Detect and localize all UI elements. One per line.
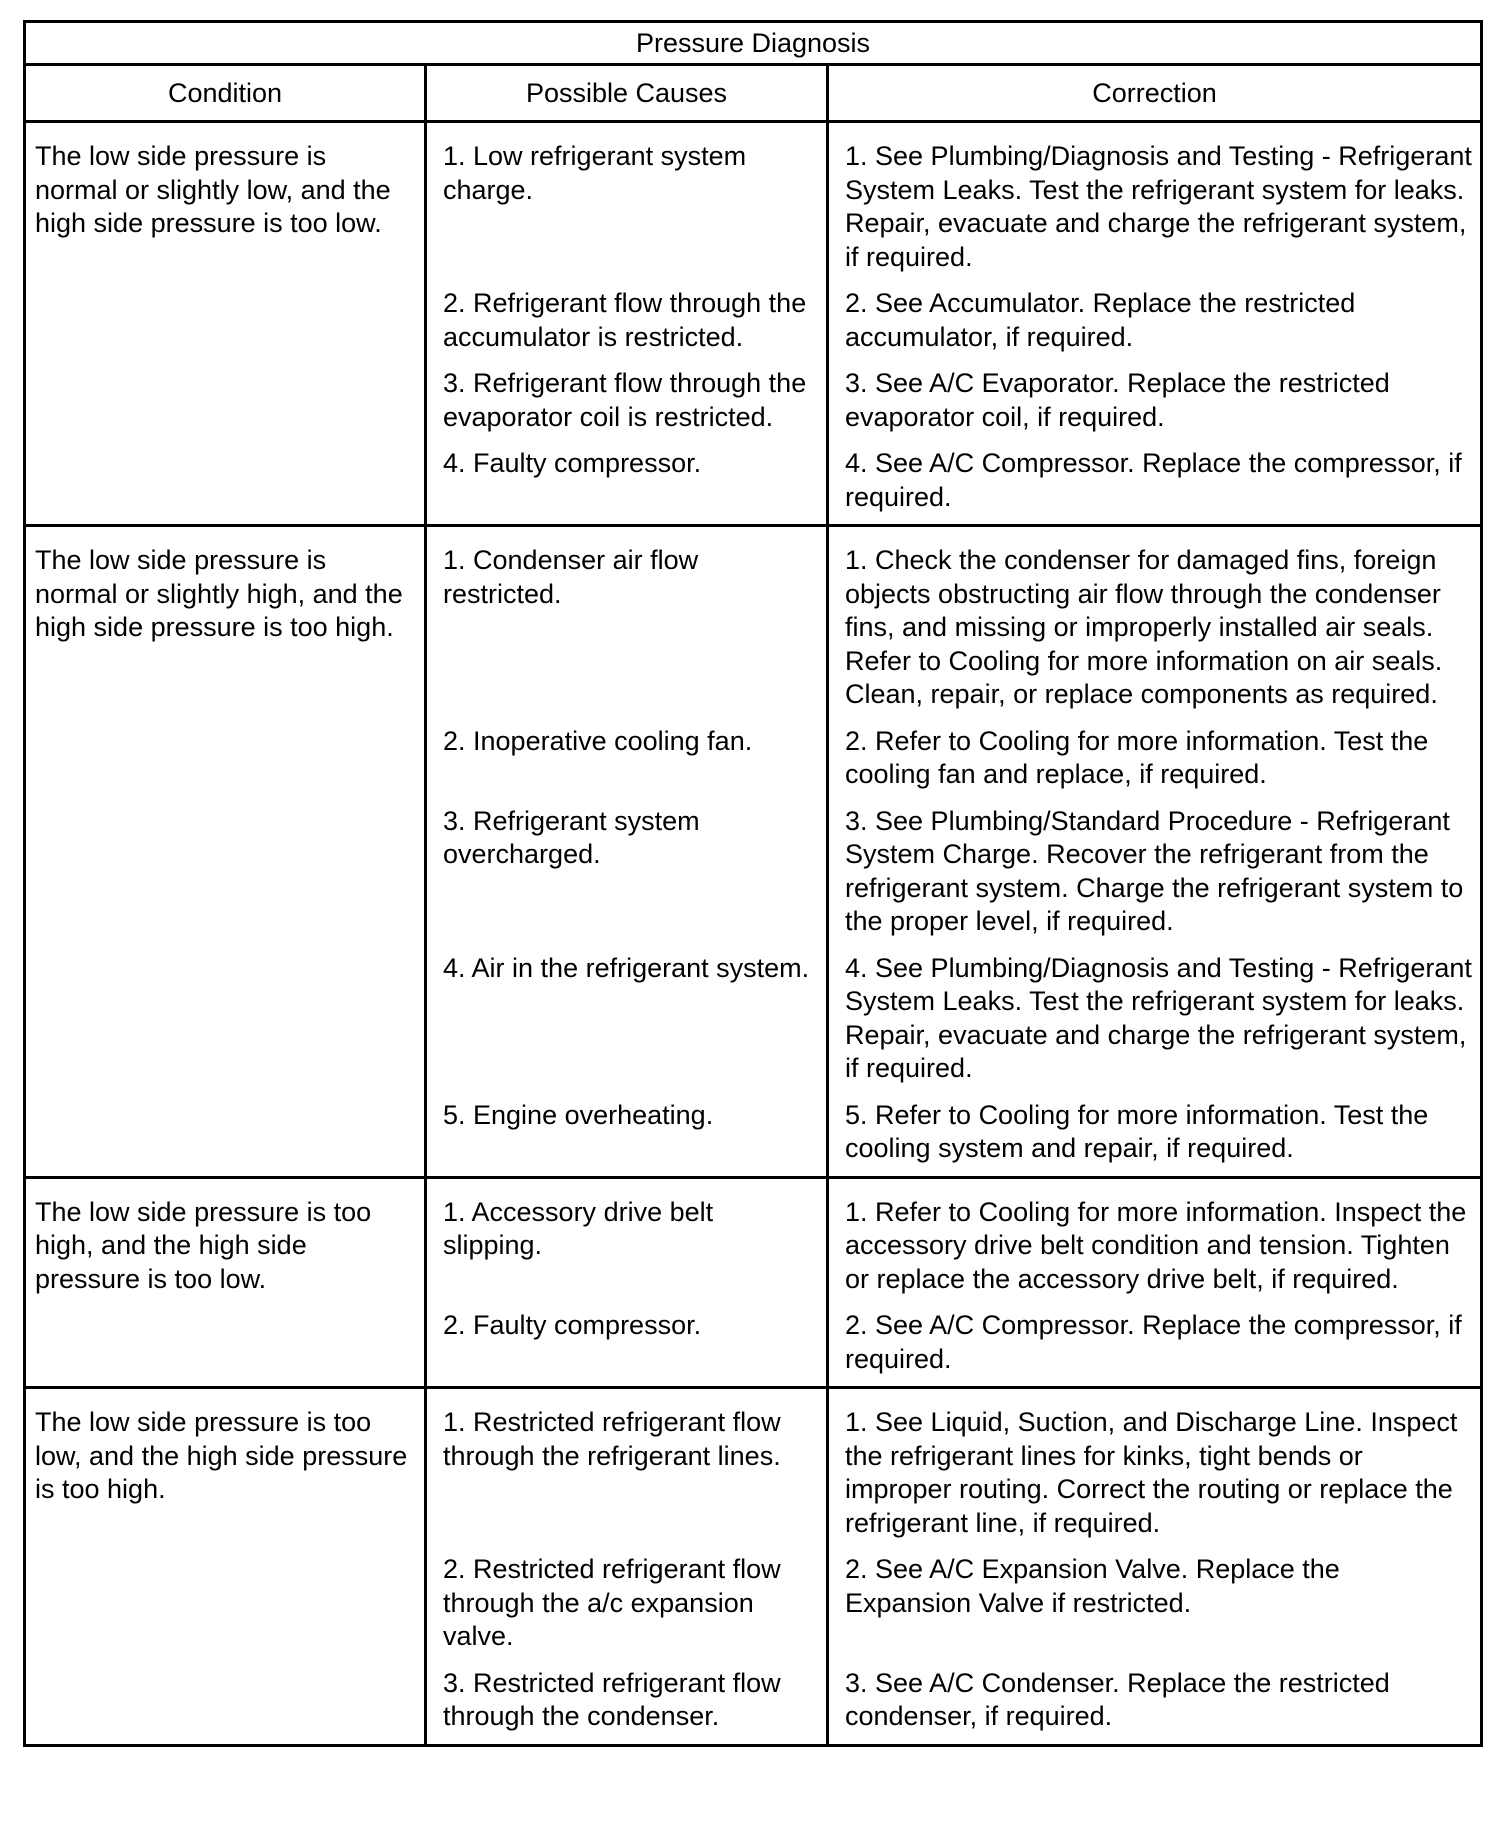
correction-cell: 3. See A/C Evaporator. Replace the restricted evaporator coil, if required. <box>828 358 1482 438</box>
table-row <box>25 1177 1482 1300</box>
pressure-diagnosis-table <box>23 20 1483 1747</box>
condition-cell: The low side pressure is too low, and the high side pressure is too high. <box>25 1388 426 1746</box>
correction-cell: 2. See A/C Expansion Valve. Replace the Expansion Valve if restricted. <box>828 1544 1482 1658</box>
table-title: Pressure Diagnosis <box>25 22 1482 65</box>
cause-cell: 1. Low refrigerant system charge. <box>426 122 828 279</box>
correction-cell: 1. See Plumbing/Diagnosis and Testing - Refrigerant System Leaks. Test the refrigerant system for leaks. Repair, evacuate and charge the refrigerant system, if required. <box>828 122 1482 279</box>
cause-cell: 2. Restricted refrigerant flow through the a/c expansion valve. <box>426 1544 828 1658</box>
correction-cell: 2. See A/C Compressor. Replace the compressor, if required. <box>828 1300 1482 1388</box>
cause-cell: 3. Refrigerant system overcharged. <box>426 796 828 943</box>
correction-cell: 1. Check the condenser for damaged fins, foreign objects obstructing air flow through the condenser fins, and missing or improperly installed air seals. Refer to Cooling for more information on air seals. Clean, repair, or replace components as required. <box>828 526 1482 716</box>
cause-cell: 4. Air in the refrigerant system. <box>426 943 828 1090</box>
header-possible-causes: Possible Causes <box>426 65 828 122</box>
cause-cell: 2. Faulty compressor. <box>426 1300 828 1388</box>
correction-cell: 4. See A/C Compressor. Replace the compressor, if required. <box>828 438 1482 526</box>
cause-cell: 1. Condenser air flow restricted. <box>426 526 828 716</box>
cause-cell: 3. Restricted refrigerant flow through the condenser. <box>426 1658 828 1746</box>
cause-cell: 3. Refrigerant flow through the evaporator coil is restricted. <box>426 358 828 438</box>
table-row <box>25 526 1482 716</box>
correction-cell: 4. See Plumbing/Diagnosis and Testing - Refrigerant System Leaks. Test the refrigerant system for leaks. Repair, evacuate and charge the refrigerant system, if required. <box>828 943 1482 1090</box>
table-row <box>25 122 1482 279</box>
cause-cell: 1. Restricted refrigerant flow through the refrigerant lines. <box>426 1388 828 1545</box>
correction-cell: 1. Refer to Cooling for more information. Inspect the accessory drive belt condition and tension. Tighten or replace the accessory drive belt, if required. <box>828 1177 1482 1300</box>
cause-cell: 5. Engine overheating. <box>426 1090 828 1178</box>
cause-cell: 1. Accessory drive belt slipping. <box>426 1177 828 1300</box>
header-correction: Correction <box>828 65 1482 122</box>
condition-cell: The low side pressure is normal or slightly low, and the high side pressure is too low. <box>25 122 426 526</box>
header-condition: Condition <box>25 65 426 122</box>
correction-cell: 1. See Liquid, Suction, and Discharge Line. Inspect the refrigerant lines for kinks, tight bends or improper routing. Correct the routing or replace the refrigerant line, if required. <box>828 1388 1482 1545</box>
condition-cell: The low side pressure is too high, and the high side pressure is too low. <box>25 1177 426 1388</box>
table-row <box>25 1388 1482 1545</box>
correction-cell: 2. See Accumulator. Replace the restricted accumulator, if required. <box>828 278 1482 358</box>
cause-cell: 2. Inoperative cooling fan. <box>426 716 828 796</box>
cause-cell: 2. Refrigerant flow through the accumulator is restricted. <box>426 278 828 358</box>
correction-cell: 5. Refer to Cooling for more information. Test the cooling system and repair, if required. <box>828 1090 1482 1178</box>
condition-cell: The low side pressure is normal or slightly high, and the high side pressure is too high. <box>25 526 426 1178</box>
correction-cell: 2. Refer to Cooling for more information. Test the cooling fan and replace, if required. <box>828 716 1482 796</box>
cause-cell: 4. Faulty compressor. <box>426 438 828 526</box>
correction-cell: 3. See Plumbing/Standard Procedure - Refrigerant System Charge. Recover the refrigerant from the refrigerant system. Charge the refrigerant system to the proper level, if required. <box>828 796 1482 943</box>
correction-cell: 3. See A/C Condenser. Replace the restricted condenser, if required. <box>828 1658 1482 1746</box>
